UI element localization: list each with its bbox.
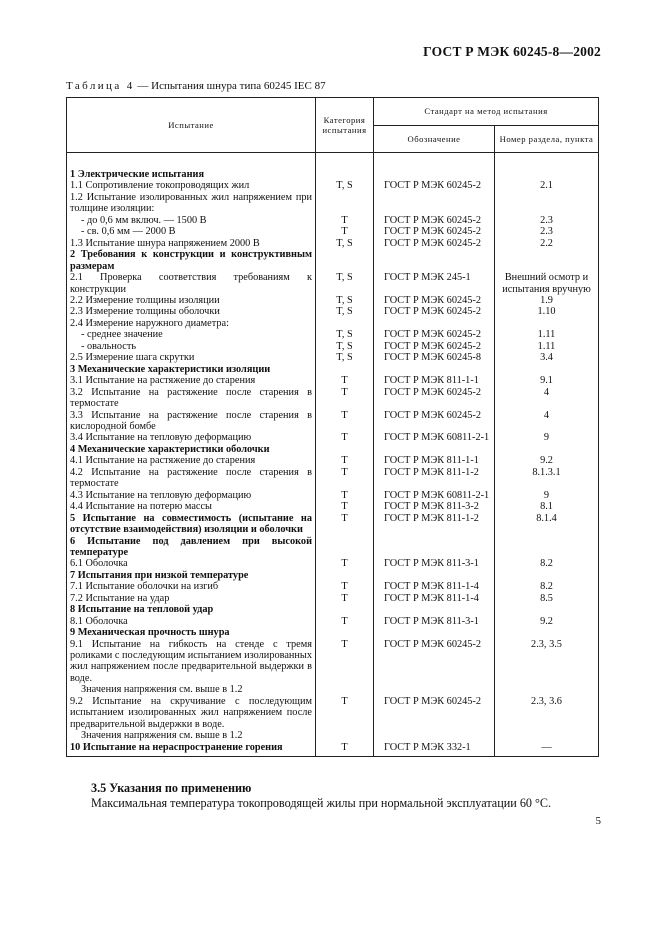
cell-category: T [316, 387, 374, 410]
cell-test-name: 3.1 Испытание на растяжение до старения [67, 375, 316, 386]
cell-test-name: 3 Механические характеристики изоляции [67, 364, 316, 375]
table-row [67, 364, 599, 375]
cell-designation: ГОСТ Р МЭК 60811-2-1 [374, 490, 495, 501]
cell-designation [374, 730, 495, 741]
cell-category [316, 604, 374, 615]
cell-test-name: 2.4 Измерение наружного диаметра: [67, 318, 316, 329]
table-row [67, 455, 599, 466]
table-caption-text: — Испытания шнура типа 60245 IEC 87 [134, 80, 326, 92]
cell-section [495, 730, 599, 741]
cell-section: — [495, 742, 599, 757]
cell-test-name: 4.2 Испытание на растяжение после старения в термостате [67, 467, 316, 490]
cell-category [316, 318, 374, 329]
cell-test-name: 4.1 Испытание на растяжение до старения [67, 455, 316, 466]
table-row [67, 742, 599, 757]
column-header-section: Номер раздела, пункта [495, 126, 599, 153]
cell-test-name: 1 Электрические испытания [67, 153, 316, 181]
cell-section: 4 [495, 387, 599, 410]
cell-section [495, 364, 599, 375]
cell-designation: ГОСТ Р МЭК 332-1 [374, 742, 495, 757]
cell-test-name: 4.4 Испытание на потерю массы [67, 501, 316, 512]
cell-test-name: - овальность [67, 341, 316, 352]
table-caption-label: Таблица 4 [66, 80, 135, 92]
table-row [67, 593, 599, 604]
cell-test-name: 7 Испытания при низкой температуре [67, 570, 316, 581]
cell-category: T [316, 467, 374, 490]
cell-section: 2.1 [495, 180, 599, 191]
cell-section: 2.3 [495, 215, 599, 226]
cell-designation [374, 249, 495, 272]
cell-designation [374, 364, 495, 375]
cell-designation: ГОСТ Р МЭК 60245-2 [374, 215, 495, 226]
cell-section [495, 627, 599, 638]
cell-designation: ГОСТ Р МЭК 60245-2 [374, 226, 495, 237]
cell-category: T, S [316, 329, 374, 340]
table-row [67, 432, 599, 443]
table-row [67, 513, 599, 536]
cell-category: T, S [316, 341, 374, 352]
cell-section: 1.11 [495, 329, 599, 340]
cell-category: T [316, 490, 374, 501]
table-row [67, 536, 599, 559]
table-row [67, 616, 599, 627]
column-header-designation: Обозначение [374, 126, 495, 153]
tests-table [66, 97, 599, 757]
cell-category [316, 444, 374, 455]
cell-designation: ГОСТ Р МЭК 811-1-1 [374, 455, 495, 466]
table-caption [66, 80, 326, 92]
cell-designation [374, 604, 495, 615]
table-row [67, 684, 599, 695]
cell-test-name: 2.5 Измерение шага скрутки [67, 352, 316, 363]
cell-section: 1.10 [495, 306, 599, 317]
cell-section: 1.9 [495, 295, 599, 306]
cell-designation [374, 192, 495, 215]
cell-section: 9 [495, 490, 599, 501]
cell-category [316, 536, 374, 559]
cell-test-name: Значения напряжения см. выше в 1.2 [67, 730, 316, 741]
table-row [67, 581, 599, 592]
cell-test-name: - св. 0,6 мм — 2000 В [67, 226, 316, 237]
table-row [67, 341, 599, 352]
cell-designation: ГОСТ Р МЭК 60245-2 [374, 295, 495, 306]
column-header-standard: Стандарт на метод испытания [374, 98, 599, 126]
cell-designation: ГОСТ Р МЭК 811-1-1 [374, 375, 495, 386]
cell-test-name: 2 Требования к конструкции и конструктивным размерам [67, 249, 316, 272]
cell-section [495, 192, 599, 215]
cell-category: T, S [316, 180, 374, 191]
cell-designation: ГОСТ Р МЭК 811-1-2 [374, 467, 495, 490]
cell-category: T, S [316, 352, 374, 363]
cell-category: T [316, 226, 374, 237]
column-header-test: Испытание [67, 98, 316, 153]
cell-section: 9.1 [495, 375, 599, 386]
cell-test-name: 5 Испытание на совместимость (испытание на отсутствие взаимодействия) изоляции и оболочки [67, 513, 316, 536]
cell-designation: ГОСТ Р МЭК 811-3-1 [374, 558, 495, 569]
cell-section [495, 570, 599, 581]
cell-test-name: 4 Механические характеристики оболочки [67, 444, 316, 455]
cell-section: 2.3, 3.5 [495, 639, 599, 685]
cell-category [316, 249, 374, 272]
cell-category: T [316, 593, 374, 604]
table-row [67, 318, 599, 329]
table-row [67, 501, 599, 512]
table-row [67, 410, 599, 433]
cell-test-name: 3.3 Испытание на растяжение после старения в кислородной бомбе [67, 410, 316, 433]
cell-test-name: 8.1 Оболочка [67, 616, 316, 627]
table-row [67, 627, 599, 638]
cell-designation: ГОСТ Р МЭК 60245-2 [374, 696, 495, 730]
cell-test-name: 2.1 Проверка соответствия требованиям к конструкции [67, 272, 316, 295]
tests-table-header [67, 98, 599, 153]
cell-category: T [316, 696, 374, 730]
cell-section: 8.2 [495, 581, 599, 592]
cell-test-name: 3.4 Испытание на тепловую деформацию [67, 432, 316, 443]
cell-designation: ГОСТ Р МЭК 811-1-2 [374, 513, 495, 536]
table-row [67, 306, 599, 317]
cell-designation: ГОСТ Р МЭК 811-3-1 [374, 616, 495, 627]
cell-designation [374, 318, 495, 329]
cell-category: T, S [316, 272, 374, 295]
cell-test-name: 2.3 Измерение толщины оболочки [67, 306, 316, 317]
cell-category: T [316, 558, 374, 569]
tests-table-body [67, 153, 599, 757]
cell-test-name: 3.2 Испытание на растяжение после старения в термостате [67, 387, 316, 410]
cell-section [495, 318, 599, 329]
cell-section: 2.3, 3.6 [495, 696, 599, 730]
table-row [67, 696, 599, 730]
table-row [67, 730, 599, 741]
table-row [67, 180, 599, 191]
cell-designation: ГОСТ Р МЭК 60245-2 [374, 306, 495, 317]
cell-test-name: 8 Испытание на тепловой удар [67, 604, 316, 615]
cell-designation: ГОСТ Р МЭК 811-3-2 [374, 501, 495, 512]
cell-category [316, 364, 374, 375]
cell-designation: ГОСТ Р МЭК 60245-8 [374, 352, 495, 363]
cell-section: Внешний осмотр и испытания вручную [495, 272, 599, 295]
cell-category: T [316, 639, 374, 685]
cell-category [316, 627, 374, 638]
cell-section [495, 684, 599, 695]
cell-section: 8.5 [495, 593, 599, 604]
cell-category: T [316, 215, 374, 226]
table-row [67, 329, 599, 340]
cell-category: T [316, 375, 374, 386]
cell-section: 9 [495, 432, 599, 443]
table-row [67, 604, 599, 615]
cell-designation: ГОСТ Р МЭК 60245-2 [374, 329, 495, 340]
cell-section: 8.2 [495, 558, 599, 569]
cell-section: 3.4 [495, 352, 599, 363]
cell-category: T [316, 432, 374, 443]
cell-designation: ГОСТ Р МЭК 60245-2 [374, 341, 495, 352]
cell-section [495, 249, 599, 272]
table-row [67, 226, 599, 237]
document-header: ГОСТ Р МЭК 60245-8—2002 [423, 44, 601, 59]
cell-section: 1.11 [495, 341, 599, 352]
page-number: 5 [595, 815, 601, 827]
cell-designation: ГОСТ Р МЭК 60245-2 [374, 387, 495, 410]
cell-section [495, 536, 599, 559]
cell-test-name: 6.1 Оболочка [67, 558, 316, 569]
cell-test-name: 1.1 Сопротивление токопроводящих жил [67, 180, 316, 191]
cell-test-name: 9.1 Испытание на гибкость на стенде с тремя роликами с последующим испытанием изолированных жил напряжением после предварительной выдержки в воде. [67, 639, 316, 685]
cell-category: T, S [316, 238, 374, 249]
cell-designation: ГОСТ Р МЭК 60245-2 [374, 639, 495, 685]
cell-designation [374, 627, 495, 638]
cell-designation: ГОСТ Р МЭК 245-1 [374, 272, 495, 295]
table-row [67, 444, 599, 455]
cell-category: T [316, 581, 374, 592]
cell-test-name: 7.1 Испытание оболочки на изгиб [67, 581, 316, 592]
cell-section: 8.1 [495, 501, 599, 512]
cell-category: T, S [316, 306, 374, 317]
cell-category: T [316, 616, 374, 627]
table-row [67, 215, 599, 226]
table-row [67, 375, 599, 386]
cell-category: T [316, 455, 374, 466]
table-row [67, 467, 599, 490]
cell-designation: ГОСТ Р МЭК 60811-2-1 [374, 432, 495, 443]
cell-test-name: 4.3 Испытание на тепловую деформацию [67, 490, 316, 501]
cell-section: 8.1.4 [495, 513, 599, 536]
cell-category [316, 730, 374, 741]
cell-section: 2.2 [495, 238, 599, 249]
cell-designation: ГОСТ Р МЭК 811-1-4 [374, 581, 495, 592]
table-row [67, 238, 599, 249]
table-row [67, 249, 599, 272]
cell-test-name: - до 0,6 мм включ. — 1500 В [67, 215, 316, 226]
cell-category [316, 153, 374, 181]
table-row [67, 295, 599, 306]
cell-designation: ГОСТ Р МЭК 60245-2 [374, 180, 495, 191]
table-row [67, 639, 599, 685]
cell-section [495, 444, 599, 455]
cell-designation [374, 153, 495, 181]
column-header-category: Категория испытания [316, 98, 374, 153]
cell-section: 9.2 [495, 455, 599, 466]
cell-designation [374, 536, 495, 559]
table-row [67, 272, 599, 295]
section-text: Максимальная температура токопроводящей жилы при нормальной эксплуатации 60 °С. [91, 796, 552, 810]
cell-section: 8.1.3.1 [495, 467, 599, 490]
cell-test-name: Значения напряжения см. выше в 1.2 [67, 684, 316, 695]
cell-category [316, 192, 374, 215]
cell-test-name: 1.3 Испытание шнура напряжением 2000 В [67, 238, 316, 249]
cell-designation [374, 570, 495, 581]
table-row [67, 490, 599, 501]
cell-section [495, 153, 599, 181]
cell-section: 2.3 [495, 226, 599, 237]
cell-category: T [316, 410, 374, 433]
cell-category: T [316, 513, 374, 536]
cell-section: 4 [495, 410, 599, 433]
cell-test-name: - среднее значение [67, 329, 316, 340]
cell-designation: ГОСТ Р МЭК 811-1-4 [374, 593, 495, 604]
section-title: 3.5 Указания по применению [91, 781, 252, 795]
cell-category [316, 570, 374, 581]
cell-section: 9.2 [495, 616, 599, 627]
table-row [67, 387, 599, 410]
cell-test-name: 10 Испытание на нераспространение горения [67, 742, 316, 757]
cell-test-name: 2.2 Измерение толщины изоляции [67, 295, 316, 306]
table-row [67, 570, 599, 581]
cell-category: T [316, 501, 374, 512]
table-row [67, 192, 599, 215]
cell-category: T, S [316, 295, 374, 306]
cell-test-name: 1.2 Испытание изолированных жил напряжением при толщине изоляции: [67, 192, 316, 215]
cell-category [316, 684, 374, 695]
cell-designation: ГОСТ Р МЭК 60245-2 [374, 238, 495, 249]
cell-test-name: 7.2 Испытание на удар [67, 593, 316, 604]
cell-designation: ГОСТ Р МЭК 60245-2 [374, 410, 495, 433]
cell-designation [374, 684, 495, 695]
cell-category: T [316, 742, 374, 757]
table-row [67, 558, 599, 569]
cell-test-name: 9 Механическая прочность шнура [67, 627, 316, 638]
cell-designation [374, 444, 495, 455]
table-row [67, 153, 599, 181]
cell-test-name: 6 Испытание под давлением при высокой температуре [67, 536, 316, 559]
cell-section [495, 604, 599, 615]
cell-test-name: 9.2 Испытание на скручивание с последующим испытанием изолированных жил напряжением после предварительной выдержки в воде. [67, 696, 316, 730]
table-row [67, 352, 599, 363]
